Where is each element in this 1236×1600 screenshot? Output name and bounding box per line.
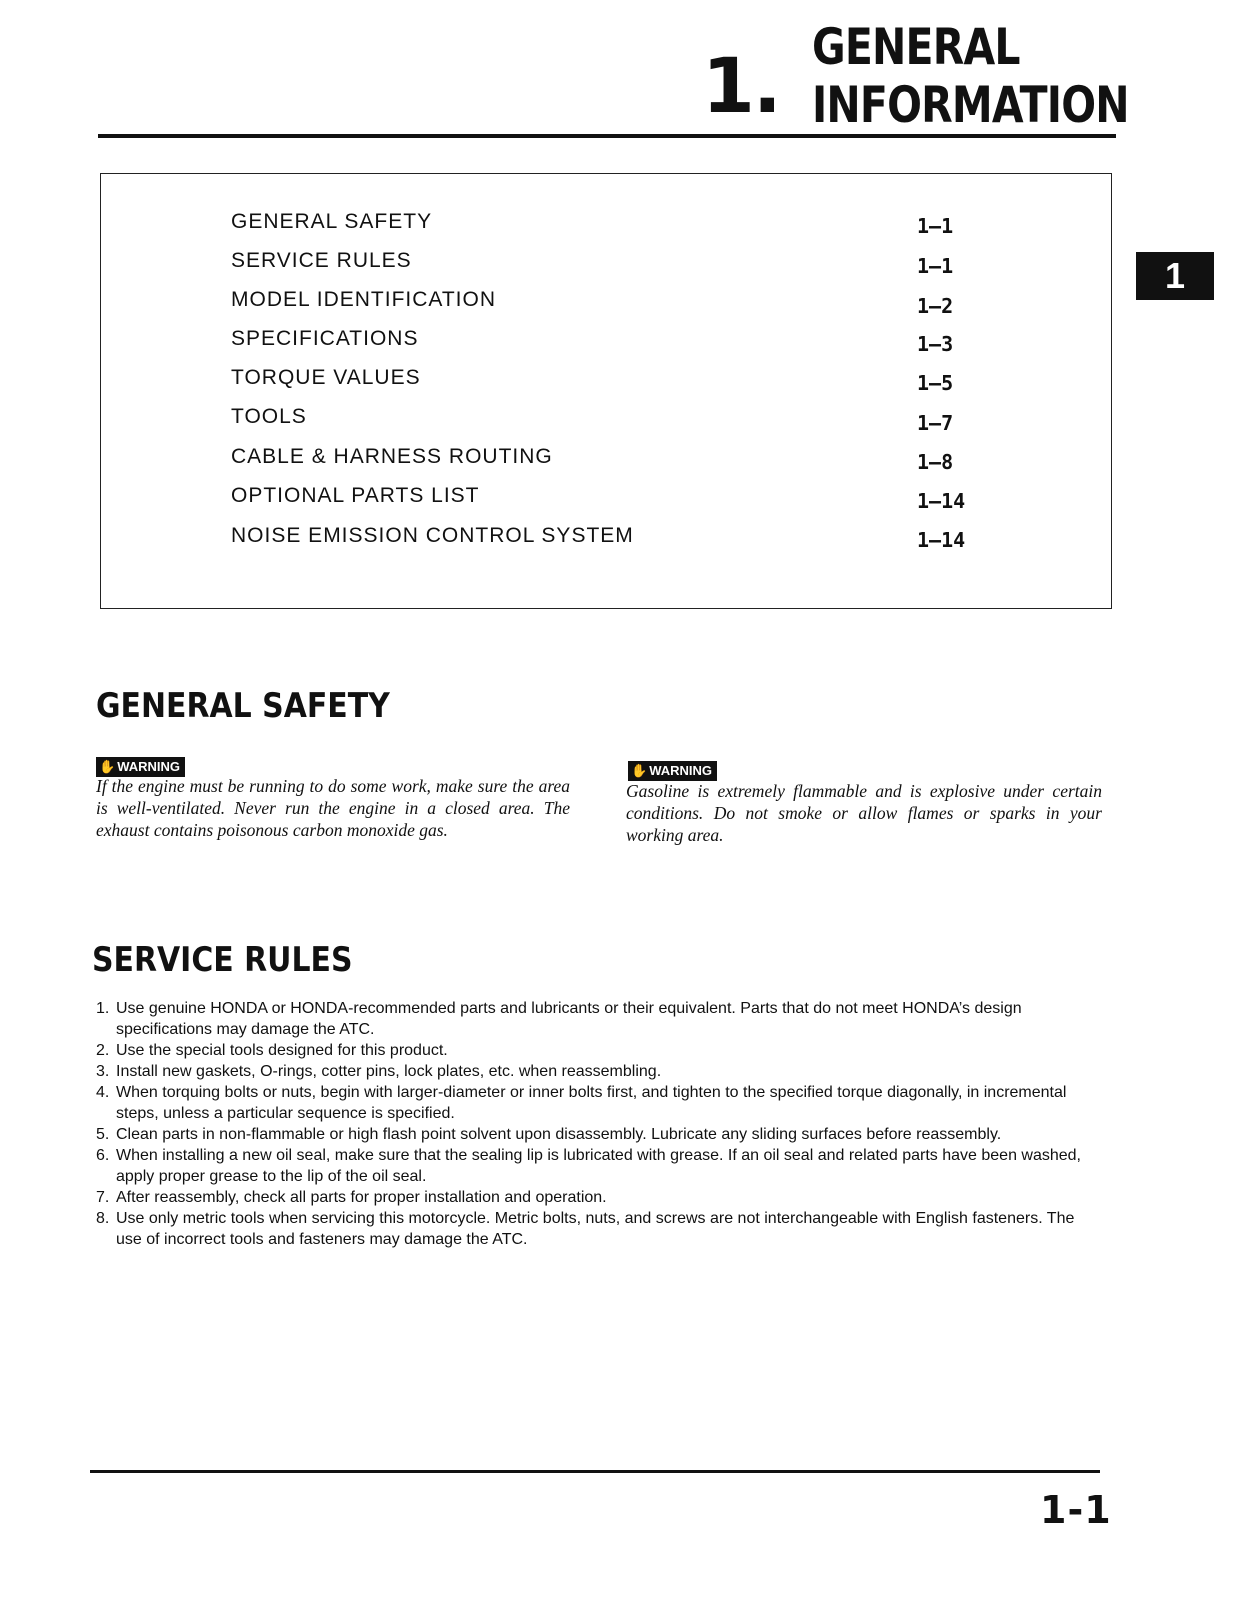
toc-page: 1–2 <box>917 294 954 318</box>
list-item-number: 4. <box>96 1084 110 1101</box>
warning-text: If the engine must be running to do some work, make sure the area is well-ventilated. Never run the engine in a closed area. The exhaust contains poisonous carbon monoxide gas. <box>96 776 570 840</box>
list-item-text: Use the special tools designed for this product. <box>116 1042 448 1059</box>
toc-page: 1–1 <box>917 254 954 278</box>
warning-text: Gasoline is extremely flammable and is explosive under certain conditions. Do not smoke or allow flames or sparks in your working area. <box>626 781 1102 845</box>
toc-page: 1–5 <box>917 371 954 395</box>
chapter-title-line1: GENERAL <box>812 18 1020 76</box>
list-item <box>96 1124 1102 1145</box>
list-item-number: 6. <box>96 1147 110 1164</box>
list-item-number: 5. <box>96 1126 110 1143</box>
warning-badge-label: WARNING <box>117 759 181 774</box>
chapter-number: 1. <box>702 41 780 130</box>
warning-badge-label: WARNING <box>649 763 713 778</box>
toc-row[interactable] <box>101 249 1111 279</box>
toc-page: 1–1 <box>917 214 954 238</box>
list-item-text: After reassembly, check all parts for proper installation and operation. <box>116 1189 607 1206</box>
toc-page: 1–14 <box>917 489 966 513</box>
list-item <box>96 1145 1102 1187</box>
toc-row[interactable] <box>101 484 1111 514</box>
list-item <box>96 1040 1102 1061</box>
page-number: 1-1 <box>1040 1488 1112 1532</box>
list-item-number: 3. <box>96 1063 110 1080</box>
title-rule <box>98 134 1116 138</box>
list-item-number: 2. <box>96 1042 110 1059</box>
toc-page: 1–14 <box>917 528 966 552</box>
toc-row[interactable] <box>101 288 1111 318</box>
toc-label: OPTIONAL PARTS LIST <box>231 484 480 507</box>
list-item-number: 7. <box>96 1189 110 1206</box>
list-item <box>96 1082 1102 1124</box>
toc-row[interactable] <box>101 524 1111 554</box>
toc-row[interactable] <box>101 327 1111 357</box>
section-tab: 1 <box>1136 252 1214 300</box>
warning-hand-icon: ✋ <box>631 763 648 778</box>
footer-rule <box>90 1470 1100 1473</box>
list-item-text: When installing a new oil seal, make sure that the sealing lip is lubricated with grease. If an oil seal and related parts have been washed, apply proper grease to the lip of the oil seal. <box>116 1147 1081 1185</box>
warning-badge <box>96 757 185 777</box>
list-item-text: Clean parts in non-flammable or high flash point solvent upon disassembly. Lubricate any sliding surfaces before reassembly. <box>116 1126 1002 1143</box>
general-safety-heading: GENERAL SAFETY <box>96 686 390 726</box>
list-item <box>96 1061 1102 1082</box>
toc-row[interactable] <box>101 445 1111 475</box>
list-item-text: Install new gaskets, O-rings, cotter pins, lock plates, etc. when reassembling. <box>116 1063 662 1080</box>
toc-page: 1–8 <box>917 450 954 474</box>
toc-label: NOISE EMISSION CONTROL SYSTEM <box>231 524 634 547</box>
list-item-text: Use only metric tools when servicing this motorcycle. Metric bolts, nuts, and screws are not interchangeable with English fasteners. The use of incorrect tools and fasteners may damage the ATC. <box>116 1210 1075 1248</box>
toc-label: CABLE & HARNESS ROUTING <box>231 445 553 468</box>
list-item <box>96 998 1102 1040</box>
list-item <box>96 1187 1102 1208</box>
table-of-contents <box>100 173 1112 609</box>
toc-page: 1–7 <box>917 411 954 435</box>
toc-label: TORQUE VALUES <box>231 366 421 389</box>
warning-hand-icon: ✋ <box>99 759 116 774</box>
toc-row[interactable] <box>101 210 1111 240</box>
chapter-title <box>812 18 1198 134</box>
warning-badge <box>628 761 717 781</box>
toc-label: TOOLS <box>231 405 307 428</box>
list-item-number: 1. <box>96 1000 110 1017</box>
service-rules-list <box>96 998 1102 1250</box>
list-item <box>96 1208 1102 1250</box>
list-item-text: Use genuine HONDA or HONDA-recommended parts and lubricants or their equivalent. Parts that do not meet HONDA’s design specifications may damage the ATC. <box>116 1000 1022 1038</box>
toc-label: GENERAL SAFETY <box>231 210 433 233</box>
service-rules-heading: SERVICE RULES <box>92 940 353 980</box>
toc-page: 1–3 <box>917 332 954 356</box>
toc-label: MODEL IDENTIFICATION <box>231 288 497 311</box>
toc-label: SERVICE RULES <box>231 249 412 272</box>
chapter-title-line2: INFORMATION <box>812 76 1129 134</box>
toc-row[interactable] <box>101 405 1111 435</box>
toc-row[interactable] <box>101 366 1111 396</box>
list-item-text: When torquing bolts or nuts, begin with larger-diameter or inner bolts first, and tighten to the specified torque diagonally, in incremental steps, unless a particular sequence is specified. <box>116 1084 1067 1122</box>
list-item-number: 8. <box>96 1210 110 1227</box>
toc-label: SPECIFICATIONS <box>231 327 419 350</box>
